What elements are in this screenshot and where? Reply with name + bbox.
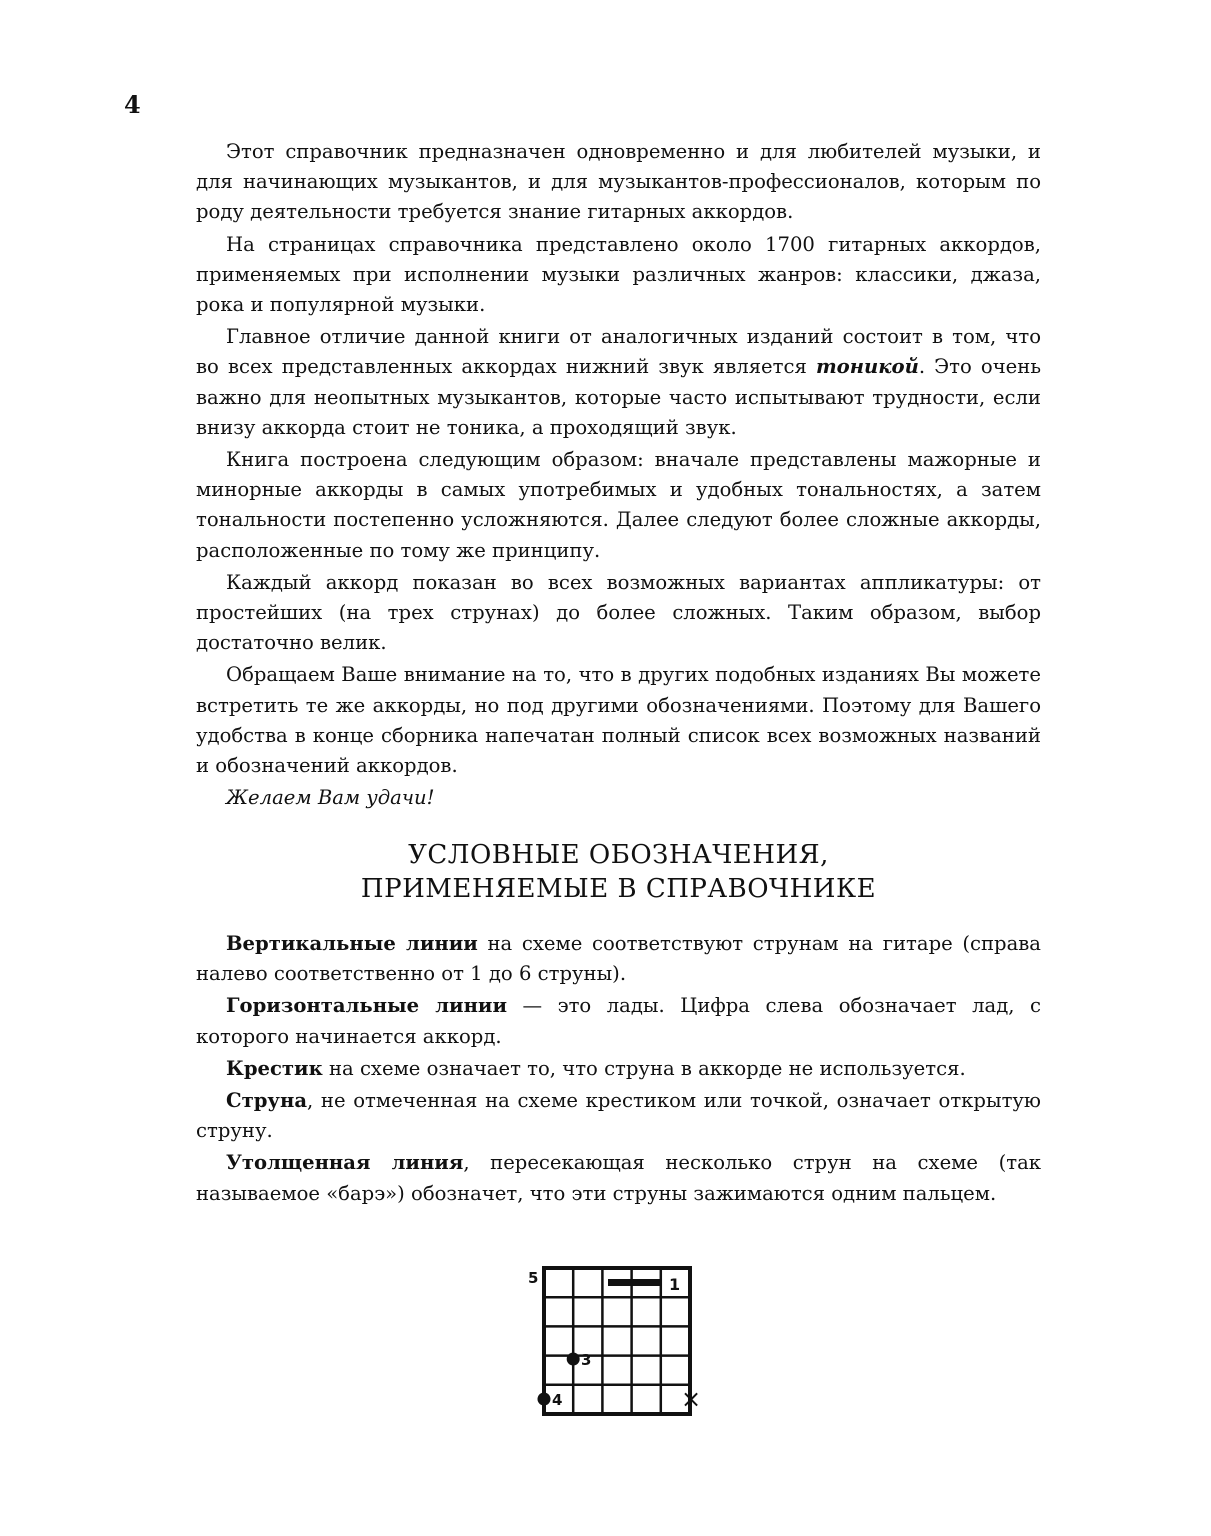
chord-diagram [524,1258,704,1423]
p3-text-after: . Это очень важно для неопытных музыкантов, которые часто испытывают трудности, если внизу аккорда стоит не тоника, а проходящий звук. [196,355,1041,439]
tonic-emphasis: тоникой [815,355,919,379]
intro-paragraph: Книга построена следующим образом: вначале представлены мажорные и минорные аккорды в самых употребимых и удобных тональностях, а затем тональности постепенно усложняются. Далее следуют более сложные аккорды, расположенные по тому же принципу. [196,448,1041,562]
start-fret-label: 5 [528,1269,539,1287]
p3-text-before: Главное отличие данной книги от аналогичных изданий состоит в том, что во всех представленных аккордах нижний звук является [196,325,1041,379]
legend-term: Крестик [226,1056,323,1080]
muted-string-cross-icon: × [681,1385,702,1413]
legend-item [196,1086,1041,1146]
legend-description: на схеме соответствуют струнам на гитаре (справа налево соответственно от 1 до 6 струны). [196,932,1041,986]
good-luck-wish: Желаем Вам удачи! [226,786,435,810]
section-heading [196,838,1041,906]
legend-term: Утолщенная линия [226,1151,464,1175]
legend-item [196,1054,1041,1084]
legend-item [196,929,1041,989]
section-heading-line-1: УСЛОВНЫЕ ОБОЗНАЧЕНИЯ, [408,840,829,870]
finger-dot [567,1353,580,1366]
barre-finger-label: 1 [669,1275,681,1294]
legend-description: , пересекающая несколько струн на схеме (так называемое «барэ») обозначет, что эти струны зажимаются одним пальцем. [196,1151,1042,1205]
legend-list [196,929,1041,1211]
intro-paragraph-tonic [196,322,1041,443]
legend-term: Горизонтальные линии [226,994,507,1018]
intro-text [196,137,1041,815]
page-number: 4 [124,90,141,119]
intro-paragraph: Каждый аккорд показан во всех возможных вариантах аппликатуры: от простейших (на трех струнах) до более сложных. Таким образом, выбор достаточно велик. [196,570,1041,655]
legend-description: — это лады. Цифра слева обозначает лад, с которого начинается аккорд. [196,994,1041,1048]
legend-description: на схеме означает то, что струна в аккорде не используется. [322,1056,966,1080]
intro-paragraph: На страницах справочника представлено около 1700 гитарных аккордов, применяемых при исполнении музыки различных жанров: классики, джаза, рока и популярной музыки. [196,232,1041,317]
legend-description: , не отмеченная на схеме крестиком или точкой, означает открытую струну. [196,1089,1041,1143]
legend-item [196,991,1041,1051]
finger-dot [538,1393,551,1406]
finger-label: 4 [552,1391,563,1409]
intro-paragraph: Обращаем Ваше внимание на то, что в других подобных изданиях Вы можете встретить те же аккорды, но под другими обозначениями. Поэтому для Вашего удобства в конце сборника напечатан полный список всех возможных названий и обозначений аккордов. [196,663,1041,778]
legend-item [196,1148,1041,1208]
section-heading-line-2: ПРИМЕНЯЕМЫЕ В СПРАВОЧНИКЕ [360,874,877,904]
barre-bar [608,1279,662,1286]
legend-term: Вертикальные линии [226,932,478,955]
legend-term: Струна [226,1089,308,1113]
intro-paragraph: Этот справочник предназначен одновременно и для любителей музыки, и для начинающих музыкантов, и для музыкантов-профессионалов, которым по роду деятельности требуется знание гитарных аккордов. [196,140,1041,224]
finger-label: 3 [581,1351,592,1369]
